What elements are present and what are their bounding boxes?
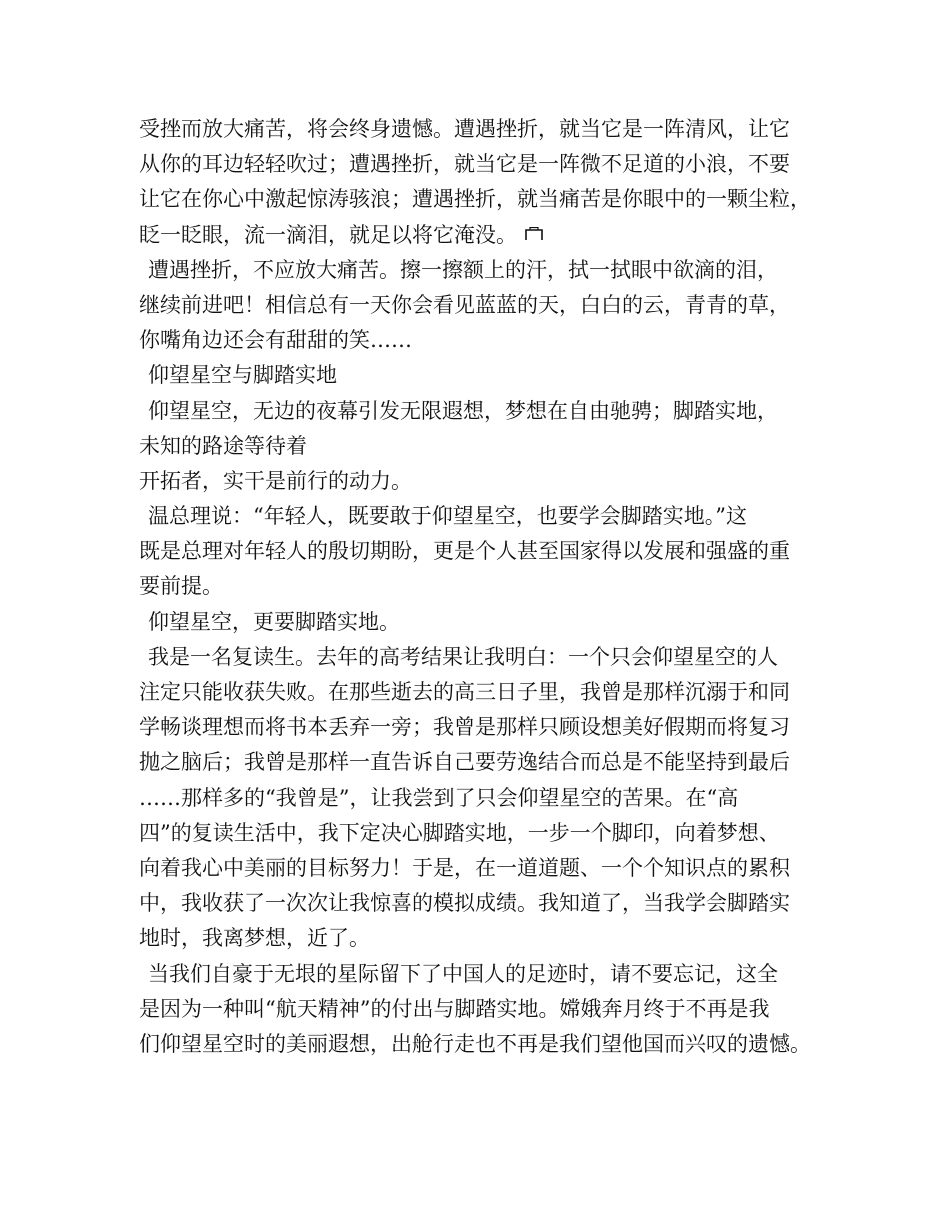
text-line: 注定只能收获失败。在那些逝去的高三日子里，我曾是那样沉溺于和同 bbox=[139, 680, 790, 704]
text-line: ……那样多的“我曾是”，让我尝到了只会仰望星空的苦果。在“高 bbox=[139, 785, 739, 810]
text-line-with-mark bbox=[139, 218, 839, 253]
text-line: 你嘴角边还会有甜甜的笑…… bbox=[139, 328, 412, 353]
text-line: 遭遇挫折，不应放大痛苦。擦一擦额上的汗，拭一拭眼中欲滴的泪， bbox=[148, 257, 778, 282]
text-line: 受挫而放大痛苦，将会终身遗憾。遭遇挫折，就当它是一阵清风，让它 bbox=[139, 117, 790, 141]
text-line: 继续前进吧！相信总有一天你会看见蓝蓝的天，白白的云，青青的草， bbox=[139, 292, 790, 317]
text-line: 学畅谈理想而将书本丢弃一旁；我曾是那样只顾设想美好假期而将复习 bbox=[139, 715, 790, 740]
text-line: 既是总理对年轻人的殷切期盼，更是个人甚至国家得以发展和强盛的重 bbox=[139, 539, 790, 564]
text-line: 我是一名复读生。去年的高考结果让我明白：一个只会仰望星空的人 bbox=[148, 644, 778, 669]
text-line: 地时，我离梦想，近了。 bbox=[139, 926, 370, 951]
text-line: 开拓者，实干是前行的动力。 bbox=[139, 468, 412, 493]
text-line: 中，我收获了一次次让我惊喜的模拟成绩。我知道了，当我学会脚踏实 bbox=[139, 891, 790, 916]
text-line: 当我们自豪于无垠的星际留下了中国人的足迹时，请不要忘记，这全 bbox=[148, 961, 778, 986]
text-line: 未知的路途等待着 bbox=[139, 433, 307, 458]
text-line: 让它在你心中激起惊涛骇浪；遭遇挫折，就当痛苦是你眼中的一颗尘粒， bbox=[139, 187, 811, 212]
text-line: 四”的复读生活中，我下定决心脚踏实地，一步一个脚印，向着梦想、 bbox=[139, 820, 780, 845]
paragraph-mark-icon bbox=[525, 227, 543, 241]
text-line: 从你的耳边轻轻吹过；遭遇挫折，就当它是一阵微不足道的小浪，不要 bbox=[139, 152, 790, 177]
text-line: 抛之脑后；我曾是那样一直告诉自己要劳逸结合而总是不能坚持到最后 bbox=[139, 750, 790, 775]
text-line: 是因为一种叫“航天精神”的付出与脚踏实地。嫦娥奔月终于不再是我 bbox=[139, 996, 770, 1021]
essay-body bbox=[139, 112, 839, 1062]
text-line: 温总理说：“年轻人，既要敢于仰望星空，也要学会脚踏实地。”这 bbox=[148, 504, 747, 529]
text-line: 眨一眨眼，流一滴泪，就足以将它淹没。 bbox=[139, 222, 517, 247]
text-line: 要前提。 bbox=[139, 574, 223, 599]
text-line: 仰望星空，更要脚踏实地。 bbox=[148, 609, 400, 634]
text-line: 们仰望星空时的美丽遐想，出舱行走也不再是我们望他国而兴叹的遗憾。 bbox=[139, 1031, 811, 1056]
text-line: 向着我心中美丽的目标努力！于是，在一道道题、一个个知识点的累积 bbox=[139, 855, 790, 880]
section-heading: 仰望星空与脚踏实地 bbox=[148, 363, 337, 388]
text-line: 仰望星空，无边的夜幕引发无限遐想，梦想在自由驰骋；脚踏实地， bbox=[148, 398, 778, 423]
